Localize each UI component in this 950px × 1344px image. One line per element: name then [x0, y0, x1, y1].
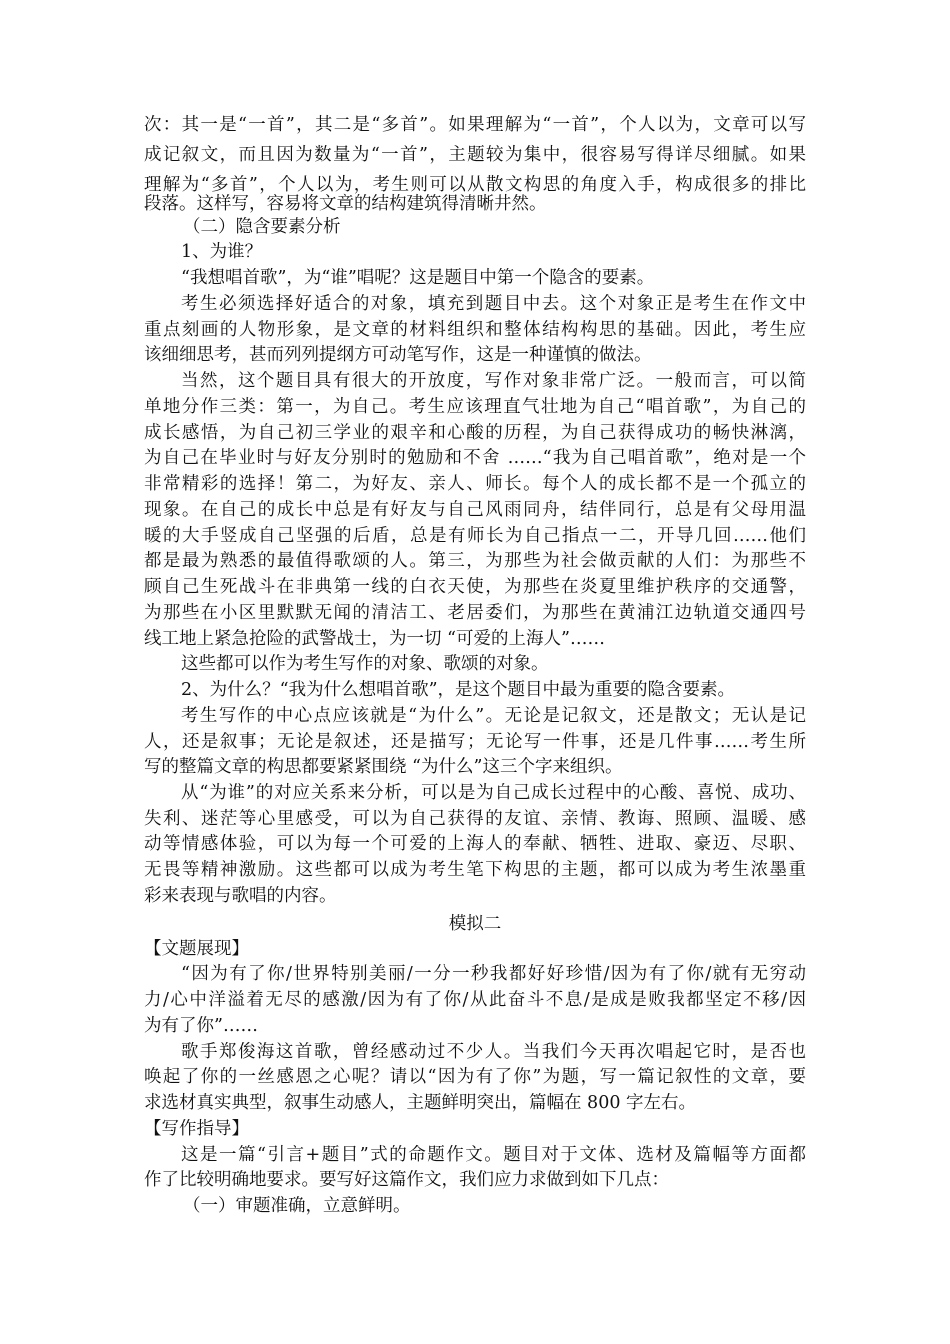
section-heading: 模拟二	[448, 914, 502, 934]
text-line: 考生写作的中心点应该就是“为什么”。无论是记叙文，还是散文；无认是记	[181, 706, 806, 726]
subheading: 1、为谁？	[181, 242, 263, 262]
text-line: 力/心中洋溢着无尽的感激/因为有了你/从此奋斗不息/是成是败我都坚定不移/因	[144, 990, 806, 1010]
subheading: 2、为什么？“我为什么想唱首歌”，是这个题目中最为重要的隐含要素。	[181, 680, 736, 700]
text-line: 写的整篇文章的构思都要紧紧围绕 “为什么”这三个字来组织。	[144, 757, 623, 777]
text-line: 无畏等精神激励。这些都可以成为考生笔下构思的主题，都可以成为考生浓墨重	[144, 860, 806, 880]
text-line: 作了比较明确地要求。要写好这篇作文，我们应力求做到如下几点：	[144, 1170, 669, 1190]
text-line: 这是一篇“引言+题目”式的命题作文。题目对于文体、选材及篇幅等方面都	[181, 1145, 806, 1165]
section-label: 【文题展现】	[144, 939, 249, 959]
text-line: 为那些在小区里默默无闻的清洁工、老居委们，为那些在黄浦江边轨道交通四号	[144, 603, 806, 623]
text-line: 从“为谁”的对应关系来分析，可以是为自己成长过程中的心酸、喜悦、成功、	[181, 783, 806, 803]
text-line: 动等情感体验，可以为每一个可爱的上海人的奉献、牺牲、进取、豪迈、尽职、	[144, 834, 806, 854]
text-line: 彩来表现与歌唱的内容。	[144, 886, 337, 906]
text-line: 现象。在自己的成长中总是有好友与自己风雨同舟，结伴同行，总是有父母用温	[144, 500, 806, 520]
text-line: 当然，这个题目具有很大的开放度，写作对象非常广泛。一般而言，可以简	[181, 371, 806, 391]
text-line: 理解为“多首”，个人以为，考生则可以从散文构思的角度入手，构成很多的排比	[144, 175, 806, 195]
text-line: 重点刻画的人物形象，是文章的材料组织和整体结构构思的基础。因此，考生应	[144, 320, 806, 340]
text-line: 该细细思考，甚而列列提纲方可动笔写作，这是一种谨慎的做法。	[144, 345, 652, 365]
text-line: 为自己在毕业时与好友分别时的勉励和不舍 ……“我为自己唱首歌”，绝对是一个	[144, 448, 806, 468]
text-line: 人，还是叙事；无论是叙述，还是描写；无论写一件事，还是几件事……考生所	[144, 732, 806, 752]
text-line: 成长感悟，为自己初三学业的艰辛和心酸的历程，为自己获得成功的畅快淋漓，	[144, 423, 806, 443]
text-line: 次：其一是“一首”，其二是“多首”。如果理解为“一首”，个人以为，文章可以写	[144, 115, 806, 135]
text-line: 段落。这样写，容易将文章的结构建筑得清晰井然。	[144, 194, 547, 214]
text-line: 歌手郑俊海这首歌，曾经感动过不少人。当我们今天再次唱起它时，是否也	[181, 1042, 806, 1062]
subheading: （一）审题准确，立意鲜明。	[183, 1196, 411, 1216]
text-line: 这些都可以作为考生写作的对象、歌颂的对象。	[181, 654, 549, 674]
section-label: 【写作指导】	[144, 1119, 249, 1139]
text-line: 成记叙文，而且因为数量为“一首”，主题较为集中，很容易写得详尽细腻。如果	[144, 145, 806, 165]
text-line: 顾自己生死战斗在非典第一线的白衣天使，为那些在炎夏里维护秩序的交通警，	[144, 577, 806, 597]
text-line: 都是最为熟悉的最值得歌颂的人。第三，为那些为社会做贡献的人们：为那些不	[144, 551, 806, 571]
text-line: “因为有了你/世界特别美丽/一分一秒我都好好珍惜/因为有了你/就有无穷动	[181, 964, 806, 984]
text-line: 失利、迷茫等心里感受，可以为自己获得的友谊、亲情、教诲、照顾、温暖、感	[144, 809, 806, 829]
text-line: 暖的大手竖成自己坚强的后盾，总是有师长为自己指点一二，开导几回……他们	[144, 526, 806, 546]
text-line: 求选材真实典型，叙事生动感人，主题鲜明突出，篇幅在 800 字左右。	[144, 1093, 697, 1113]
text-line: 单地分作三类：第一，为自己。考生应该理直气壮地为自己“唱首歌”，为自己的	[144, 397, 806, 417]
text-line: “我想唱首歌”，为“谁”唱呢？这是题目中第一个隐含的要素。	[181, 268, 655, 288]
text-line: 考生必须选择好适合的对象，填充到题目中去。这个对象正是考生在作文中	[181, 294, 806, 314]
text-line: 非常精彩的选择！第二，为好友、亲人、师长。每个人的成长都不是一个孤立的	[144, 474, 806, 494]
text-line: 为有了你”……	[144, 1016, 258, 1036]
text-line: 线工地上紧急抢险的武警战士，为一切 “可爱的上海人”……	[144, 629, 605, 649]
subheading: （二）隐含要素分析	[183, 217, 341, 237]
text-line: 唤起了你的一丝感恩之心呢？请以“因为有了你”为题，写一篇记叙性的文章，要	[144, 1067, 806, 1087]
